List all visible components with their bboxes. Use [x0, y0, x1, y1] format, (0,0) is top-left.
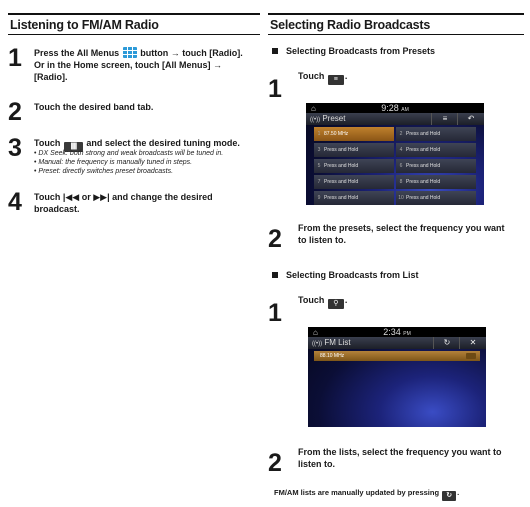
status-bar: ⌂ 2:34 PM: [308, 327, 486, 337]
preset-title-bar: [306, 113, 484, 125]
clock: 9:28: [381, 103, 399, 113]
list-item: • DX Seek: both strong and weak broadcasts will be tuned in.: [34, 149, 260, 158]
list-item: • Manual: the frequency is manually tuned in steps.: [34, 158, 260, 167]
step-text: Touch ≡ .: [298, 71, 348, 83]
all-menus-icon: [123, 47, 137, 58]
preset-cell[interactable]: 7 Press and Hold: [314, 175, 394, 189]
skip-forward-icon: ▶▶|: [93, 192, 110, 202]
section-title-selecting: Selecting Radio Broadcasts: [268, 13, 524, 35]
step-text: Touch the desired band tab.: [34, 102, 154, 112]
step-text: From the lists, select the frequency you want to listen to.: [298, 447, 502, 469]
menu-list-icon: ≡: [328, 75, 344, 85]
list-title-bar: [308, 337, 486, 349]
step-text: Touch |||||| and select the desired tuning mode.: [34, 138, 240, 150]
step-text: Touch |◀◀ or ▶▶| and change the desired broadcast.: [34, 192, 213, 214]
step-number: 2: [268, 225, 282, 253]
refresh-icon[interactable]: ↻: [433, 337, 460, 349]
radio-icon: ((•)): [310, 117, 321, 123]
preset-cell[interactable]: 5 Press and Hold: [314, 159, 394, 173]
right-column: [268, 0, 524, 507]
back-icon[interactable]: ↶: [457, 113, 484, 125]
preset-cell[interactable]: 9 Press and Hold: [314, 191, 394, 205]
preset-cell[interactable]: 2 Press and Hold: [396, 127, 476, 141]
subheading-presets: Selecting Broadcasts from Presets: [272, 46, 524, 56]
subheading-list: Selecting Broadcasts from List: [272, 270, 524, 280]
radio-icon: ((•)): [312, 341, 323, 347]
step-number: 2: [8, 98, 22, 126]
section-title-listening: Listening to FM/AM Radio: [8, 13, 260, 35]
home-icon: ⌂: [313, 328, 318, 337]
preset-cell[interactable]: 4 Press and Hold: [396, 143, 476, 157]
refresh-icon: ↻: [442, 491, 456, 501]
list-item[interactable]: 88.10 MHz: [314, 351, 480, 361]
step-number: 1: [268, 299, 282, 327]
skip-back-icon: |◀◀: [62, 192, 80, 202]
preset-screen: [306, 103, 484, 205]
step-text: From the presets, select the frequency you want to listen to.: [298, 223, 505, 245]
row-action-icon: [466, 353, 476, 359]
list-screen: [308, 327, 486, 427]
step-text: Touch ⚲ .: [298, 295, 348, 307]
preset-cell[interactable]: 3 Press and Hold: [314, 143, 394, 157]
screen-title: FM List: [324, 338, 351, 347]
preset-cell[interactable]: 10 Press and Hold: [396, 191, 476, 205]
step-number: 1: [8, 44, 22, 72]
preset-cell[interactable]: 8 Press and Hold: [396, 175, 476, 189]
step-number: 4: [8, 188, 22, 216]
tuning-mode-list: [34, 149, 260, 176]
list-item: • Preset: directly switches preset broadcasts.: [34, 167, 260, 176]
preset-cell[interactable]: 6 Press and Hold: [396, 159, 476, 173]
step-number: 2: [268, 449, 282, 477]
search-icon: ⚲: [328, 299, 344, 309]
tuning-mode-icon: ||||||: [64, 142, 83, 152]
menu-list-icon[interactable]: ≡: [431, 113, 458, 125]
step-number: 1: [268, 75, 282, 103]
close-icon[interactable]: ✕: [459, 337, 486, 349]
status-bar: ⌂ 9:28 AM: [306, 103, 484, 113]
screen-title: Preset: [322, 114, 346, 123]
step-text: Press the All Menus button → touch [Radio]. Or in the Home screen, touch [All Menus] → [Radio].: [34, 48, 243, 82]
update-note: FM/AM lists are manually updated by pressing ↻ .: [274, 488, 460, 499]
preset-cell[interactable]: 1 87.50 MHz: [314, 127, 394, 141]
clock: 2:34: [383, 327, 401, 337]
home-icon: ⌂: [311, 104, 316, 113]
step-number: 3: [8, 134, 22, 162]
